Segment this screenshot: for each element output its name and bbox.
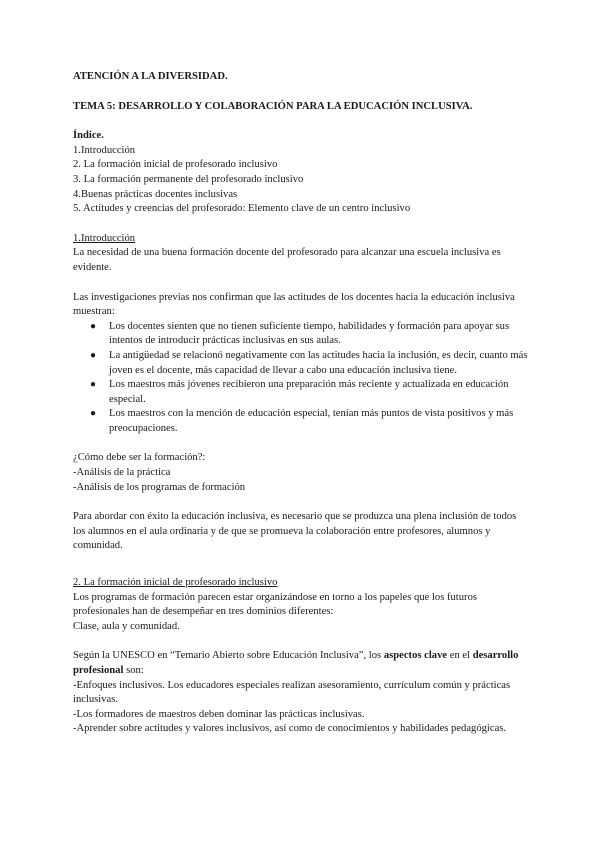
index-item: 3. La formación permanente del profesorado inclusivo [73, 173, 304, 185]
list-item: -Los formadores de maestros deben dominar las prácticas inclusivas. [73, 708, 365, 720]
list-item: -Enfoques inclusivos. Los educadores especiales realizan asesoramiento, currículum común y prácticas inclusivas. [73, 679, 511, 706]
paragraph-unesco: Según la UNESCO en “Temario Abierto sobre Educación Inclusiva”, los aspectos clave en el desarrollo profesional son: [73, 650, 519, 676]
question: ¿Cómo debe ser la formación?: [73, 452, 206, 464]
bullet-icon: ● [90, 379, 97, 391]
question-item: -Análisis de la práctica [73, 467, 171, 479]
index-item: 5. Actitudes y creencias del profesorado: Elemento clave de un centro inclusivo [73, 203, 411, 215]
list-item: ● Los docentes sienten que no tienen suficiente tiempo, habilidades y formación para apoyar sus intentos de introducir prácticas inclusivas en sus aulas. [90, 320, 510, 347]
index-item: 4.Buenas prácticas docentes inclusivas [73, 188, 238, 200]
index-title: Índice. [73, 130, 104, 142]
bullet-list [73, 320, 528, 437]
section-2-title: 2. La formación inicial de profesorado inclusivo [73, 577, 278, 589]
list-item: ● La antigüedad se relacionó negativamente con las actitudes hacia la inclusión, es decir, cuanto más joven es el docente, más capacidad de llevar a cabo una educación inclusiva tiene. [90, 349, 528, 376]
section-initial-training [73, 576, 528, 737]
bullet-icon: ● [90, 408, 97, 420]
question-item: -Análisis de los programas de formación [73, 481, 246, 493]
paragraph: Las investigaciones previas nos confirman que las actitudes de los docentes hacia la educación inclusiva muestran: [73, 291, 515, 318]
index-item: 1.Introducción [73, 144, 136, 156]
list-item: ● Los maestros con la mención de educación especial, tenían más puntos de vista positivos y más preocupaciones. [90, 408, 514, 434]
paragraph: Los programas de formación parecen estar organizándose en torno a los papeles que los futuros profesionales han de desempeñar en tres dominios diferentes: [73, 591, 477, 618]
list-item: -Aprender sobre actitudes y valores inclusivos, así como de conocimientos y habilidades pedagógicas. [73, 723, 507, 735]
document-title: ATENCIÓN A LA DIVERSIDAD. [73, 71, 228, 82]
bullet-icon: ● [90, 349, 97, 361]
paragraph: Clase, aula y comunidad. [73, 620, 180, 632]
document-subtitle: TEMA 5: DESARROLLO Y COLABORACIÓN PARA LA EDUCACIÓN INCLUSIVA. [73, 100, 473, 112]
document-content [73, 70, 528, 737]
index-section [73, 129, 528, 217]
index-item: 2. La formación inicial de profesorado inclusivo [73, 159, 278, 171]
bullet-icon: ● [90, 320, 97, 332]
section-1-title: 1.Introducción [73, 232, 136, 244]
list-item: ● Los maestros más jóvenes recibieron una preparación más reciente y actualizada en educación especial. [90, 379, 509, 405]
section-introduction [73, 232, 528, 554]
paragraph: Para abordar con éxito la educación inclusiva, es necesario que se produzca una plena inclusión de todos los alumnos en el aula ordinaria y de que se promueva la colaboración entre profesores, alumnos y comunidad. [73, 511, 517, 552]
paragraph: La necesidad de una buena formación docente del profesorado para alcanzar una escuela inclusiva es evidente. [73, 247, 501, 273]
